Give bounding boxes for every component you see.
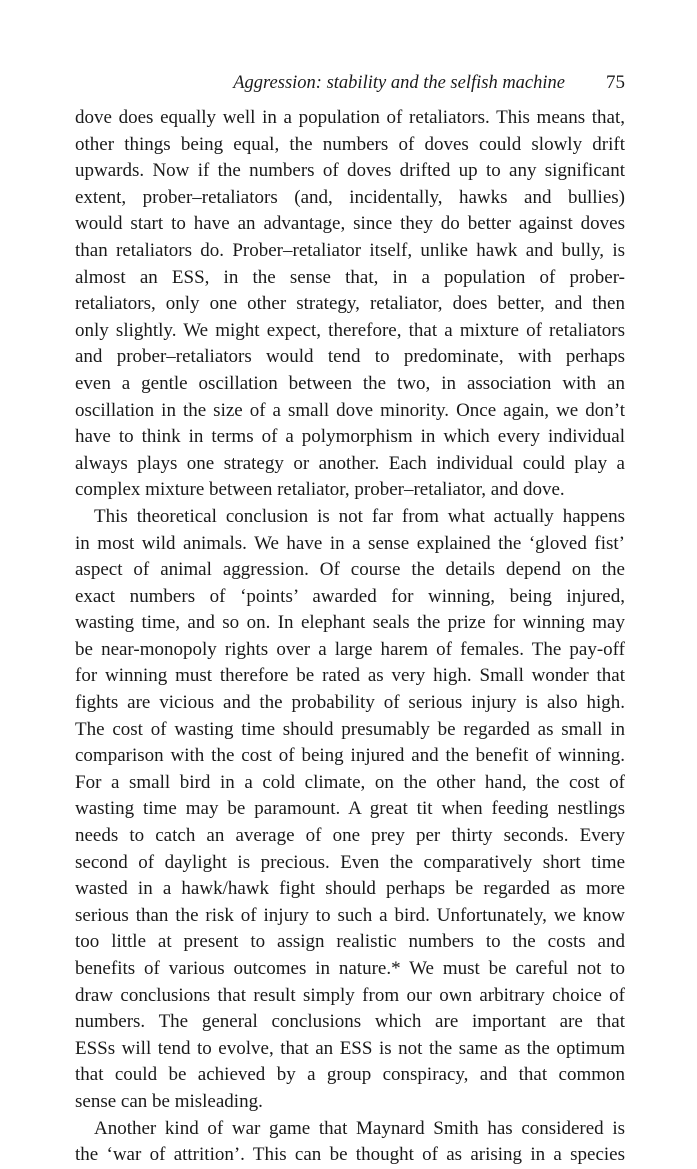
text-line: ESSs will tend to evolve, that an ESS is not the same as the optimum	[75, 1037, 625, 1059]
text-line: than retaliators do. Prober–retaliator itself, unlike hawk and bully, is	[75, 239, 625, 261]
text-line: and prober–retaliators would tend to predominate, with perhaps	[75, 346, 625, 368]
text-line: sense can be misleading.	[75, 1090, 263, 1112]
text-line: be near-monopoly rights over a large harem of females. The pay-off	[75, 638, 625, 660]
text-line: even a gentle oscillation between the two, in association with an	[75, 372, 625, 394]
text-line: exact numbers of ‘points’ awarded for winning, being injured,	[75, 585, 625, 607]
text-line: wasted in a hawk/hawk fight should perhaps be regarded as more	[75, 878, 625, 900]
text-line: the ‘war of attrition’. This can be thought of as arising in a species	[75, 1144, 625, 1166]
text-line: Another kind of war game that Maynard Smith has considered is	[94, 1117, 625, 1139]
text-line: draw conclusions that result simply from our own arbitrary choice of	[75, 984, 625, 1006]
paragraph	[75, 1116, 625, 1169]
text-line: only slightly. We might expect, therefore, that a mixture of retaliators	[75, 319, 625, 341]
text-line: upwards. Now if the numbers of doves drifted up to any significant	[75, 160, 625, 182]
text-line: always plays one strategy or another. Each individual could play a	[75, 452, 625, 474]
text-line: retaliators, only one other strategy, retaliator, does better, and then	[75, 293, 625, 315]
text-line: The cost of wasting time should presumably be regarded as small in	[75, 718, 625, 740]
paragraph	[75, 504, 625, 1116]
text-line: other things being equal, the numbers of doves could slowly drift	[75, 133, 625, 155]
running-head	[75, 68, 625, 98]
text-line: comparison with the cost of being injured and the benefit of winning.	[75, 745, 625, 767]
text-line: for winning must therefore be rated as very high. Small wonder that	[75, 665, 625, 687]
text-line: needs to catch an average of one prey per thirty seconds. Every	[75, 825, 625, 847]
text-line: second of daylight is precious. Even the comparatively short time	[75, 851, 625, 873]
text-line: numbers. The general conclusions which are important are that	[75, 1011, 625, 1033]
running-title: Aggression: stability and the selfish machine	[233, 73, 565, 93]
paragraph	[75, 105, 625, 504]
text-line: complex mixture between retaliator, prober–retaliator, and dove.	[75, 479, 565, 501]
text-line: fights are vicious and the probability of serious injury is also high.	[75, 692, 625, 714]
text-line: that could be achieved by a group conspiracy, and that common	[75, 1064, 625, 1086]
text-line: This theoretical conclusion is not far from what actually happens	[94, 505, 625, 527]
text-line: almost an ESS, in the sense that, in a population of prober-	[75, 266, 625, 288]
body-text	[75, 105, 625, 1169]
text-line: oscillation in the size of a small dove minority. Once again, we don’t	[75, 399, 625, 421]
text-line: dove does equally well in a population of retaliators. This means that,	[75, 107, 625, 128]
text-line: extent, prober–retaliators (and, incidentally, hawks and bullies)	[75, 186, 625, 208]
text-line: have to think in terms of a polymorphism in which every individual	[75, 426, 625, 448]
text-line: in most wild animals. We have in a sense explained the ‘gloved fist’	[75, 532, 625, 554]
text-line: wasting time, and so on. In elephant seals the prize for winning may	[75, 612, 625, 634]
text-line: would start to have an advantage, since they do better against doves	[75, 213, 625, 235]
text-line: aspect of animal aggression. Of course the details depend on the	[75, 559, 625, 581]
text-line: benefits of various outcomes in nature.* We must be careful not to	[75, 958, 625, 979]
page-number: 75	[606, 72, 625, 93]
text-line: For a small bird in a cold climate, on the other hand, the cost of	[75, 771, 625, 793]
text-line: serious than the risk of injury to such a bird. Unfortunately, we know	[75, 904, 625, 926]
text-line: too little at present to assign realistic numbers to the costs and	[75, 931, 625, 953]
text-line: wasting time may be paramount. A great tit when feeding nestlings	[75, 798, 625, 820]
